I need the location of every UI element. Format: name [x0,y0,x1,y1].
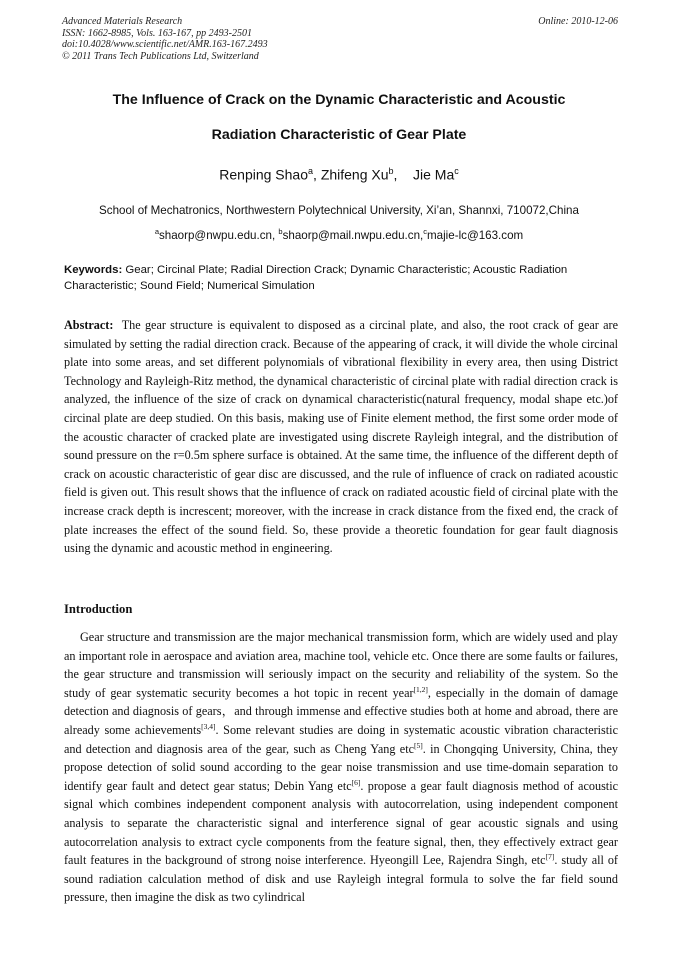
email-address: shaorp@mail.nwpu.edu.cn, [282,228,424,242]
citation: [6] [351,777,361,787]
abstract-text: The gear structure is equivalent to disposed as a circinal plate, and also, the root crack of gear are simulated by setting the radial direction crack. Because of the appearing of crack, it will divide the whole circinal plate into some areas, and set different polynomials of vibrational flexibility in every area, then using District Technology and Rayleigh-Ritz method, the dynamical characteristic of circinal plate with radial direction crack is analyzed, the influence of the size of crack on dynamical characteristic(natural frequency, modal shape etc.)of circinal plate are deep studied. On this basis, making use of Finite element method, the first some order mode of the acoustic character of cracked plate are investigated using discrete Rayleigh integral, and the distribution of sound pressure on the r=0.5m sphere surface is obtained. At the same time, the influence of the different depth of crack on acoustic characteristic of gear disc are discussed, and the rule of influence of crack on radiated acoustic field is given out. This result shows that the influence of crack on radiated acoustic field of circinal plate with the increase crack depth is increscent; moreover, with the increase in crack distance from the fixed end, the crack of plate increases the effect of the sound field. So, these provide a theoretic foundation for gear fault diagnosis using the dynamic and acoustic method in engineering. [64,318,618,556]
email-address: majie-lc@163.com [427,228,524,242]
paper-title-line-1: The Influence of Crack on the Dynamic Characteristic and Acoustic [112,92,566,108]
email-address: shaorp@nwpu.edu.cn, [158,228,279,242]
affiliation: School of Mechatronics, Northwestern Polytechnical University, Xi’an, Shannxi, 710072,China [99,204,579,217]
abstract-label: Abstract: [64,318,114,332]
author-name: Zhifeng Xu [320,166,389,183]
author-separator: , [313,166,321,183]
abstract-block [64,316,618,558]
citation: [7] [545,852,555,862]
citation: [5] [414,740,423,750]
intro-text: Gear structure and transmission are the major mechanical transmission form, which are widely used and play an important role in aerospace and aviation area, machine tool, vehicle etc. Once there are some faults or failures, the gear structure and transmission will seriously impact on the security and reliability of the system. So the study of gear systematic security becomes a hot topic in recent year [64,630,618,700]
author-name: Renping Shao [219,166,309,183]
introduction-heading: Introduction [64,602,133,616]
author-affil-mark: b [388,166,394,176]
author-affil-mark: c [454,166,459,176]
doi-line: doi:10.4028/www.scientific.net/AMR.163-167.2493 [62,39,268,50]
intro-text: , especially in the domain of damage detection and diagnosis of gears，and through immense and effective studies both at home and abroad, there are already some achievements [64,685,618,737]
author-list [0,166,678,183]
author-name: Jie Ma [413,166,455,183]
intro-text: . study all of sound radiation calculation method of disk and use Rayleigh integral formula to solve the far field sound pressure, then imagine the disk as two cylindrical [64,853,618,905]
email-mark: b [278,227,283,236]
citation: [3,4] [201,721,216,731]
intro-text: . Some relevant studies are doing in systematic acoustic vibration characteristic and detection and diagnosis area of the gear, such as Cheng Yang etc [64,722,618,756]
journal-name: Advanced Materials Research [62,16,183,27]
intro-text: . propose a gear fault diagnosis method of acoustic signal which combines independent component analysis with autocorrelation, using independent component analysis to separate the characteristic signal and interference signal of gear acoustic signals and using autocorrelation analysis to extract cycle components from the feature signal, then, they effectively extract gear fault features in the background of strong noise interference. Hyeongill Lee, Rajendra Singh, etc [64,778,618,868]
copyright-line: © 2011 Trans Tech Publications Ltd, Switzerland [62,50,259,62]
intro-text: . in Chongqing University, China, they propose detection of solid sound according to the gear noise transmission and use time-domain separation to identify gear fault and detect gear status; Debin Yang etc [64,741,619,793]
keywords-text: Gear; Circinal Plate; Radial Direction Crack; Dynamic Characteristic; Acoustic Radiation Characteristic; Sound Field; Numerical Simulation [64,264,568,292]
journal-header [62,16,618,62]
paper-title-line-2: Radiation Characteristic of Gear Plate [211,127,467,143]
keywords-block [64,263,620,294]
issn-line: ISSN: 1662-8985, Vols. 163-167, pp 2493-2501 [62,27,252,39]
author-affil-mark: a [308,166,314,176]
introduction-paragraph [64,628,618,907]
online-date: Online: 2010-12-06 [538,16,618,27]
keywords-label: Keywords: [64,264,123,276]
citation: [1,2] [413,684,428,694]
email-list [0,227,678,242]
email-mark: c [423,227,427,236]
author-separator: , [393,166,413,183]
email-mark: a [154,227,159,236]
